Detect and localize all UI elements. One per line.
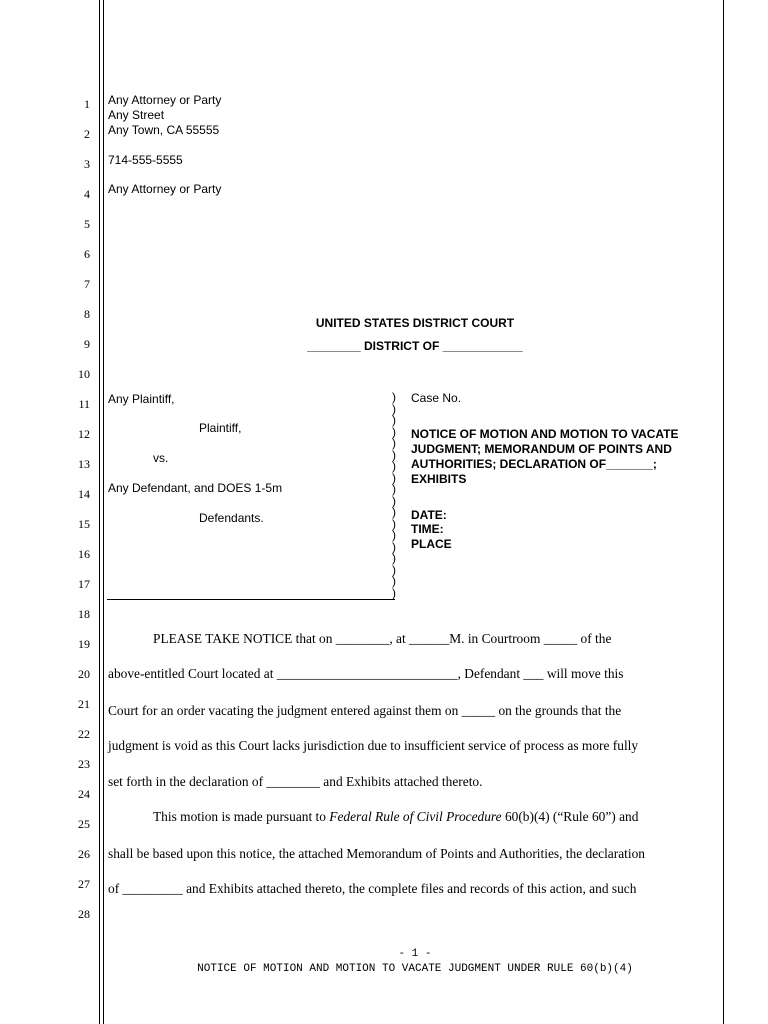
body-line: shall be based upon this notice, the attached Memorandum of Points and Authorities, the declaration (108, 846, 645, 861)
court-district: ________ DISTRICT OF ____________ (307, 339, 523, 353)
line-number: 10 (78, 367, 90, 381)
body-line: judgment is void as this Court lacks jurisdiction due to insufficient service of process as more fully (108, 738, 639, 753)
defendant-name: Any Defendant, and DOES 1-5m (108, 481, 283, 495)
hearing-place-label: PLACE (411, 537, 452, 551)
line-number: 2 (84, 127, 90, 141)
line-number: 7 (84, 277, 90, 291)
document-title-line2: JUDGMENT; MEMORANDUM OF POINTS AND (411, 442, 672, 456)
document-title-line3: AUTHORITIES; DECLARATION OF_______; (411, 457, 657, 471)
line-number: 14 (78, 487, 90, 501)
body-line: above-entitled Court located at ___________________________, Defendant ___ will move this (108, 666, 624, 681)
line-number: 11 (78, 397, 90, 411)
line-number: 16 (78, 547, 90, 561)
body-line: of _________ and Exhibits attached thereto, the complete files and records of this action, and such (108, 881, 637, 896)
attorney-city: Any Town, CA 55555 (108, 123, 220, 137)
plaintiff-name: Any Plaintiff, (108, 392, 175, 406)
caption-paren-column: ) ) ) ) ) ) ) ) ) ) ) ) ) ) ) ) ) ) (392, 390, 396, 600)
body-line: PLEASE TAKE NOTICE that on ________, at ______M. in Courtroom _____ of the (153, 631, 612, 646)
attorney-phone: 714-555-5555 (108, 153, 183, 167)
line-number: 9 (84, 337, 90, 351)
body-line (108, 809, 758, 825)
line-number: 25 (78, 817, 90, 831)
line-number: 8 (84, 307, 90, 321)
versus-label: vs. (153, 451, 169, 465)
line-number: 19 (78, 637, 90, 651)
line-number: 27 (78, 877, 90, 891)
line-number: 21 (78, 697, 90, 711)
line-number: 17 (78, 577, 90, 591)
line-number: 22 (78, 727, 90, 741)
attorney-street: Any Street (108, 108, 165, 122)
line-number: 13 (78, 457, 90, 471)
rule-citation: Federal Rule of Civil Procedure (329, 809, 502, 824)
body-line: set forth in the declaration of ________ and Exhibits attached thereto. (108, 774, 483, 789)
body-text: This motion is made pursuant to (153, 809, 330, 824)
document-title-line1: NOTICE OF MOTION AND MOTION TO VACATE (411, 427, 679, 441)
line-number: 1 (84, 97, 90, 111)
line-number: 26 (78, 847, 90, 861)
line-number: 20 (78, 667, 90, 681)
document-title-line4: EXHIBITS (411, 472, 467, 486)
attorney-name: Any Attorney or Party (108, 93, 222, 107)
line-number: 6 (84, 247, 90, 261)
case-number-label: Case No. (411, 391, 462, 405)
line-number: 28 (78, 907, 90, 921)
right-margin-rule (723, 0, 724, 1024)
line-number: 18 (78, 607, 90, 621)
court-name: UNITED STATES DISTRICT COURT (315, 316, 515, 330)
left-margin-rule-inner (103, 0, 104, 1024)
hearing-date-label: DATE: (411, 508, 447, 522)
plaintiff-role: Plaintiff, (199, 421, 242, 435)
line-number: 12 (78, 427, 90, 441)
line-number: 24 (78, 787, 90, 801)
hearing-time-label: TIME: (411, 522, 444, 536)
attorney-for: Any Attorney or Party (108, 182, 222, 196)
line-number: 15 (78, 517, 90, 531)
line-number: 5 (84, 217, 90, 231)
defendant-role: Defendants. (199, 511, 264, 525)
body-line: Court for an order vacating the judgment entered against them on _____ on the grounds that the (108, 703, 622, 718)
page-number: - 1 - (398, 948, 432, 960)
line-number: 23 (78, 757, 90, 771)
body-text: 60(b)(4) (“Rule 60”) and (501, 809, 639, 824)
footer-title: NOTICE OF MOTION AND MOTION TO VACATE JUDGMENT UNDER RULE 60(b)(4) (197, 963, 633, 975)
left-margin-rule-outer (99, 0, 100, 1024)
line-number: 4 (84, 187, 90, 201)
line-number: 3 (84, 157, 90, 171)
caption-underline (107, 599, 395, 600)
